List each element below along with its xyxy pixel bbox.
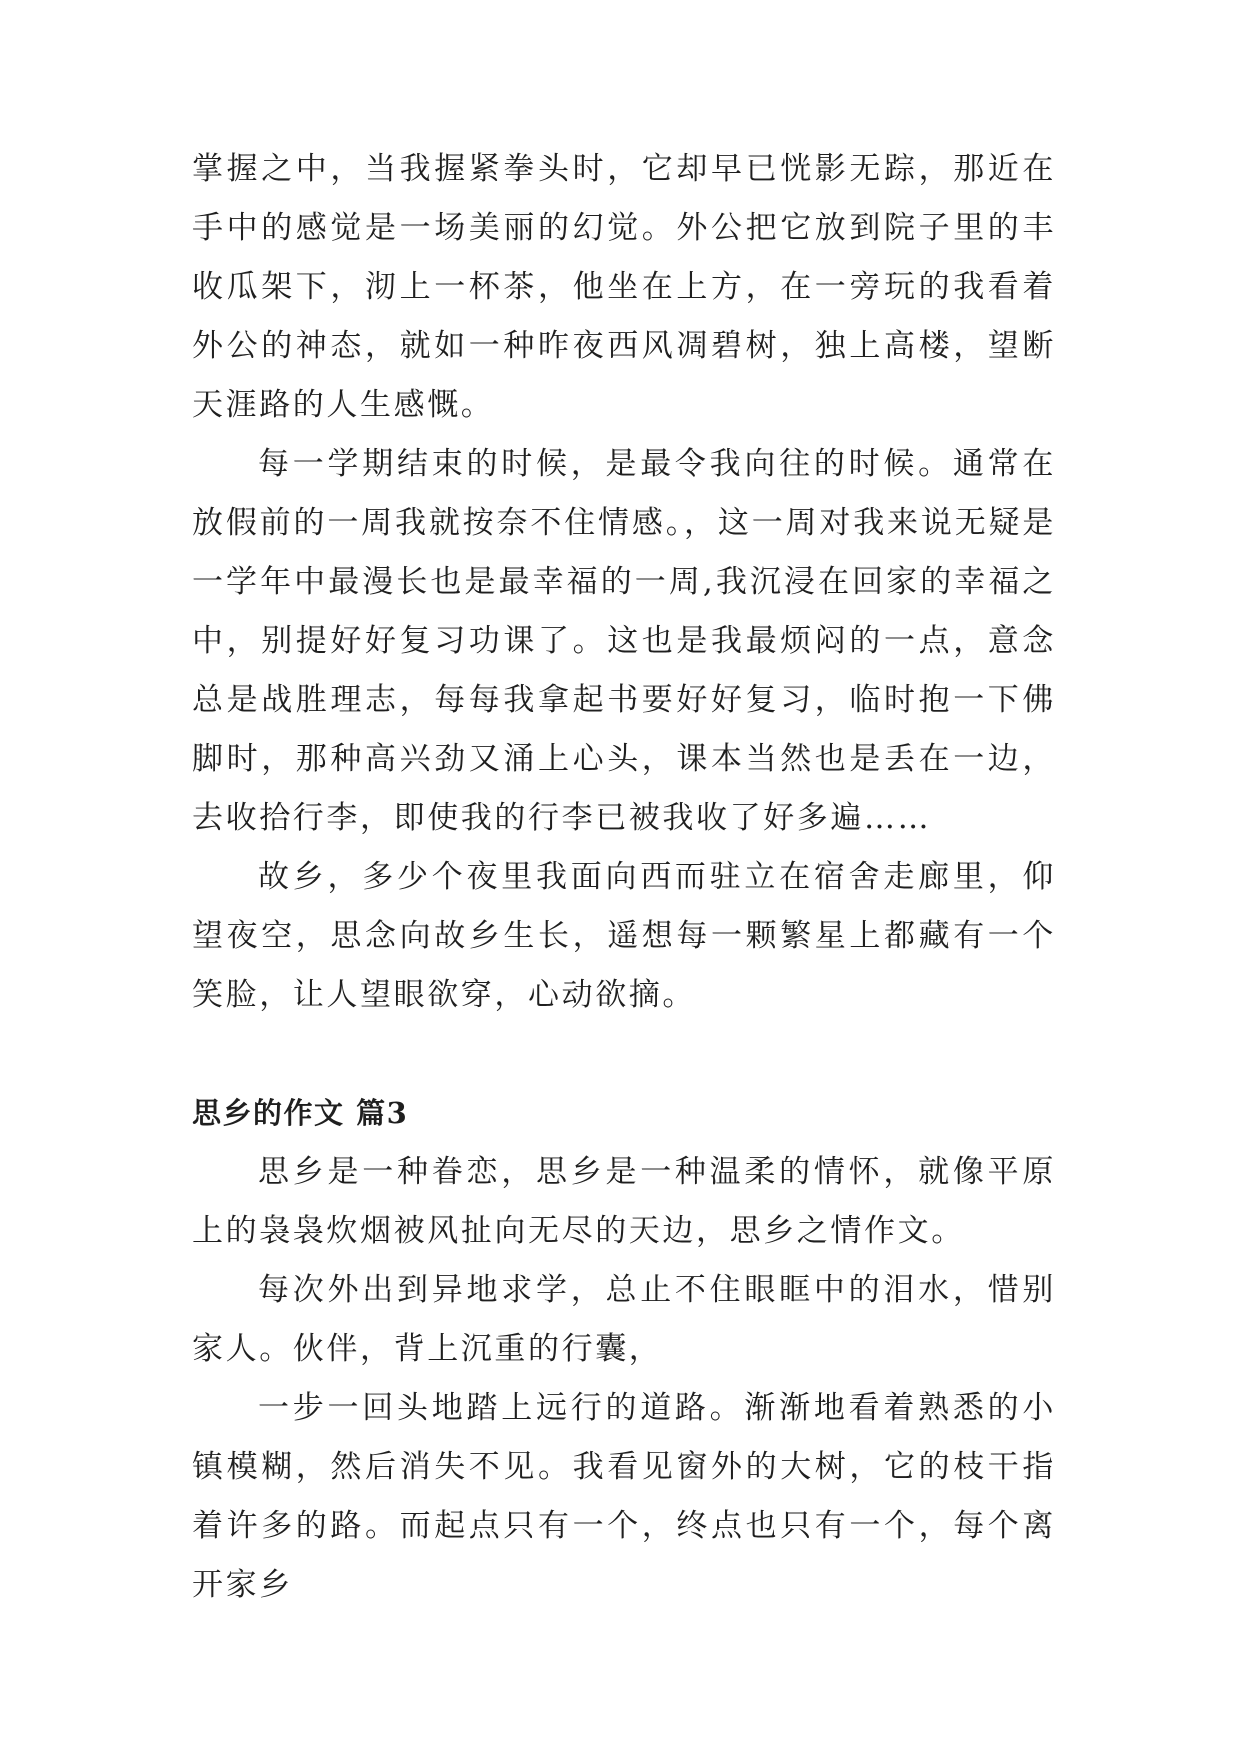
paragraph-leaving-home: 每次外出到异地求学，总止不住眼眶中的泪水，惜别家人。伙伴，背上沉重的行囊， bbox=[192, 1272, 1056, 1367]
paragraph-continuation: 掌握之中，当我握紧拳头时，它却早已恍影无踪，那近在手中的感觉是一场美丽的幻觉。外公把它放到院子里的丰收瓜架下，沏上一杯茶，他坐在上方，在一旁玩的我看着外公的神态，就如一种昨夜西风凋碧树，独上高楼，望断天涯路的人生感慨。 bbox=[192, 151, 1056, 423]
paragraph-journey: 一步一回头地踏上远行的道路。渐渐地看着熟悉的小镇模糊，然后消失不见。我看见窗外的大树，它的枝干指着许多的路。而起点只有一个，终点也只有一个，每个离开家乡 bbox=[192, 1390, 1056, 1603]
section-heading: 思乡的作文 篇3 bbox=[192, 1096, 409, 1130]
paragraph-homesick-intro: 思乡是一种眷恋，思乡是一种温柔的情怀，就像平原上的袅袅炊烟被风扯向无尽的天边，思乡之情作文。 bbox=[192, 1154, 1056, 1249]
paragraph-hometown-night: 故乡，多少个夜里我面向西而驻立在宿舍走廊里，仰望夜空，思念向故乡生长，遥想每一颗繁星上都藏有一个笑脸，让人望眼欲穿，心动欲摘。 bbox=[192, 859, 1056, 1013]
paragraph-semester-end: 每一学期结束的时候，是最令我向往的时候。通常在放假前的一周我就按奈不住情感。，这一周对我来说无疑是一学年中最漫长也是最幸福的一周,我沉浸在回家的幸福之中，别提好好复习功课了。这也是我最烦闷的一点，意念总是战胜理志，每每我拿起书要好好复习，临时抱一下佛脚时，那种高兴劲又涌上心头，课本当然也是丢在一边，去收拾行李，即使我的行李已被我收了好多遍…… bbox=[192, 446, 1056, 836]
document-body bbox=[192, 140, 1056, 1615]
